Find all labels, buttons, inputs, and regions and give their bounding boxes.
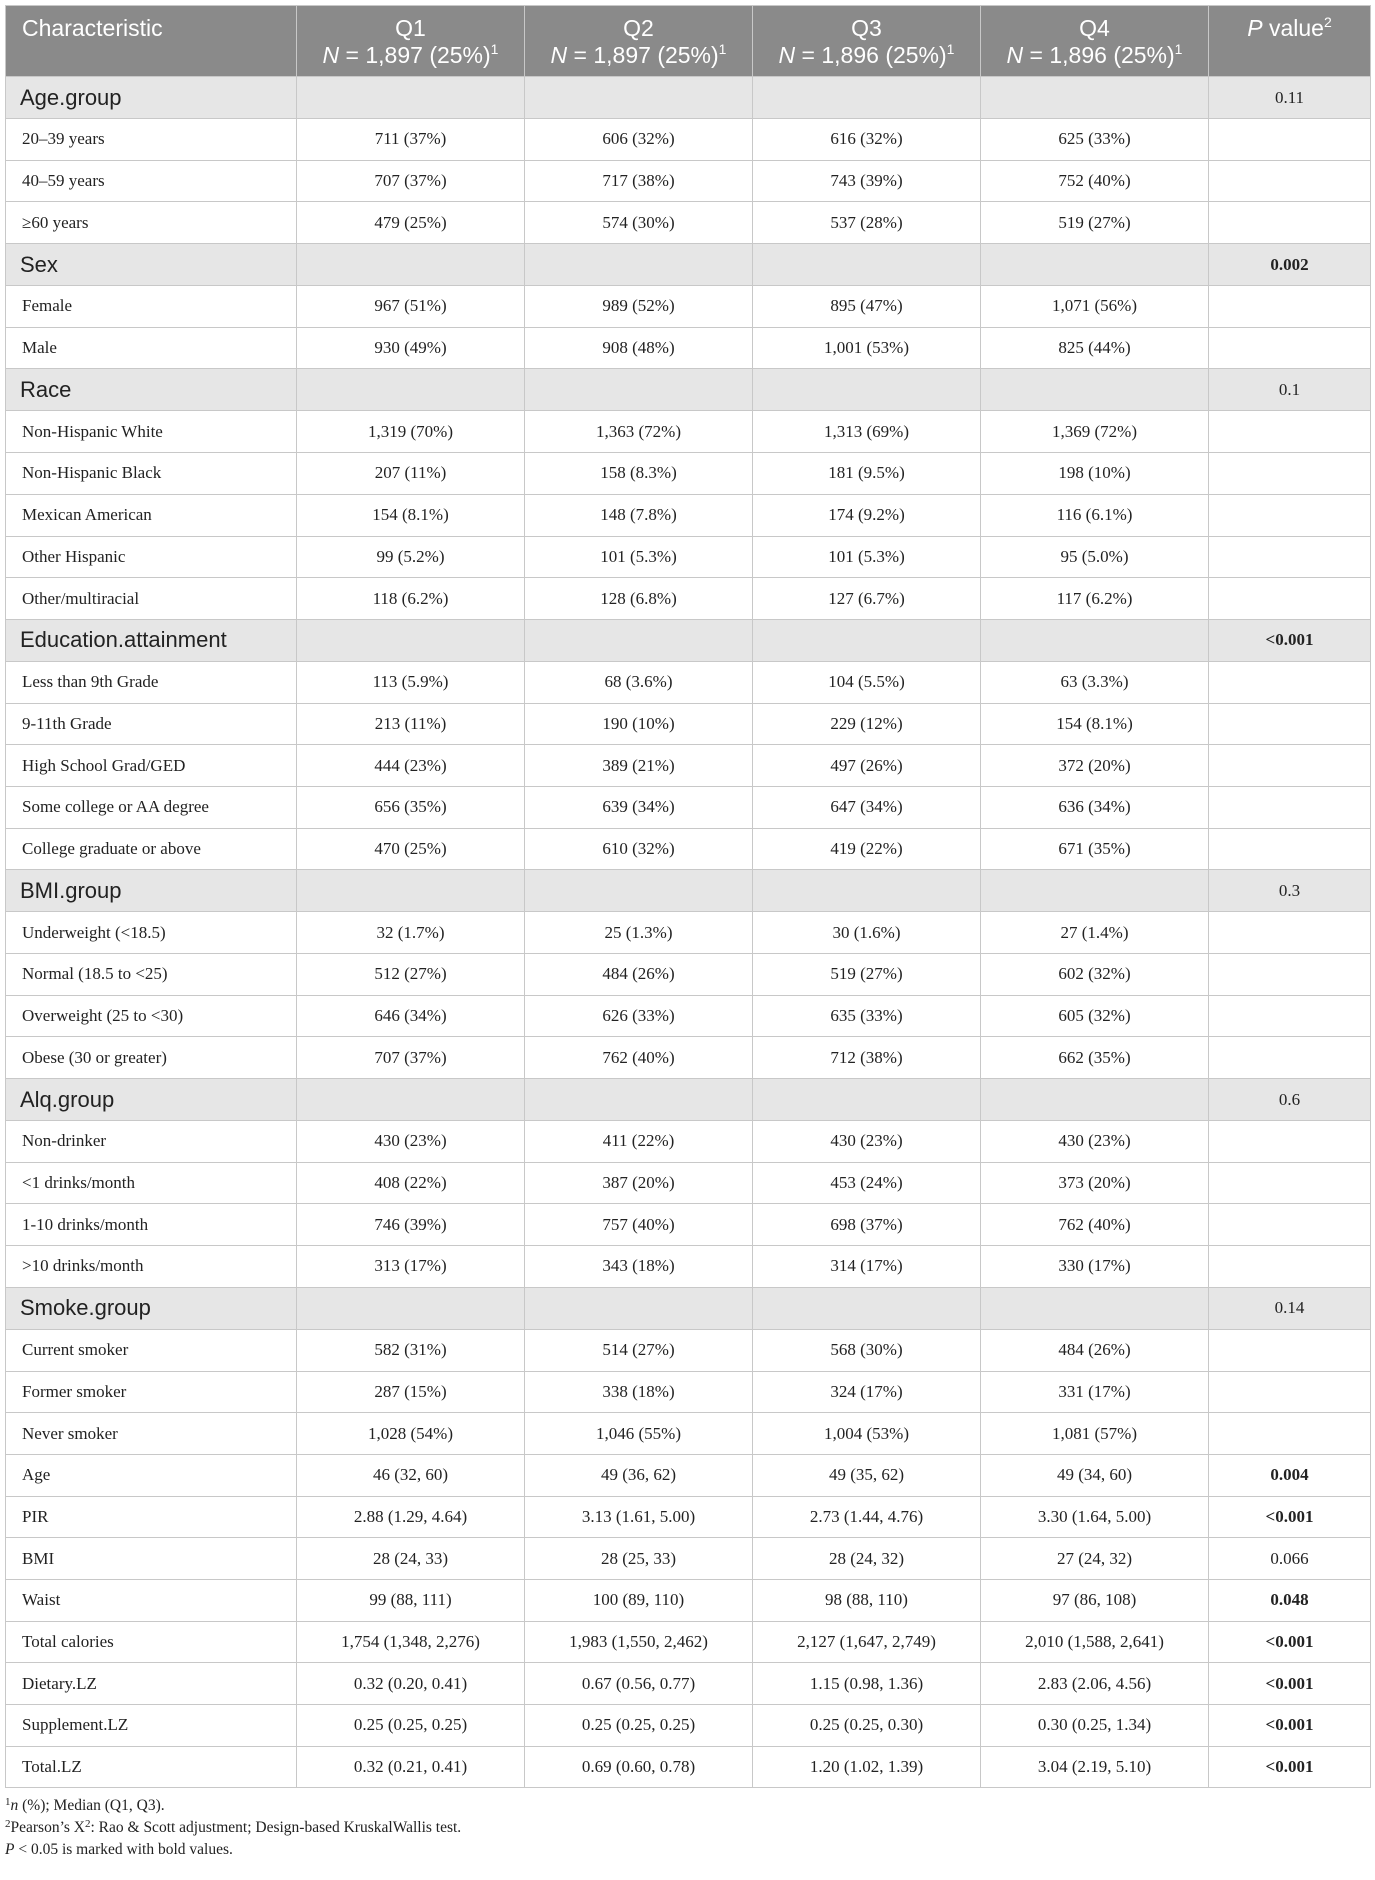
row-label: Obese (30 or greater) [6, 1037, 297, 1079]
table-row [6, 828, 1371, 870]
q4-cell: 116 (6.1%) [981, 494, 1209, 536]
q4-cell: 27 (24, 32) [981, 1538, 1209, 1580]
q3-cell: 635 (33%) [753, 995, 981, 1037]
p-value-cell [1209, 536, 1371, 578]
table-row [6, 494, 1371, 536]
row-label: College graduate or above [6, 828, 297, 870]
q1-cell: 430 (23%) [297, 1121, 525, 1163]
p-value-cell [1209, 1246, 1371, 1288]
header-q2: Q2 N = 1,897 $(25\%)^1$ [525, 6, 753, 77]
q1-cell: 0.32 (0.21, 0.41) [297, 1746, 525, 1788]
q2-cell: 338 (18%) [525, 1371, 753, 1413]
q2-cell: 0.25 (0.25, 0.25) [525, 1705, 753, 1747]
q1-cell: 1,754 (1,348, 2,276) [297, 1621, 525, 1663]
q4-cell: 27 (1.4%) [981, 912, 1209, 954]
row-label: Current smoker [6, 1329, 297, 1371]
q1-cell: 99 (5.2%) [297, 536, 525, 578]
row-label: Female [6, 286, 297, 328]
q1-cell: 2.88 (1.29, 4.64) [297, 1496, 525, 1538]
table-row [6, 661, 1371, 703]
row-label: Non-Hispanic White [6, 411, 297, 453]
q2-cell: 101 (5.3%) [525, 536, 753, 578]
header-q1: Q1 N = 1,897 $(25\%)^1$ [297, 6, 525, 77]
q3-cell: 568 (30%) [753, 1329, 981, 1371]
q3-cell: 101 (5.3%) [753, 536, 981, 578]
q4-cell: 1,071 (56%) [981, 286, 1209, 328]
table-row [6, 1454, 1371, 1496]
q3-cell: 1,313 (69%) [753, 411, 981, 453]
q4-cell: 484 (26%) [981, 1329, 1209, 1371]
q2-cell: 1,363 (72%) [525, 411, 753, 453]
row-label: Total.LZ [6, 1746, 297, 1788]
table-container [5, 5, 1370, 1861]
q1-cell: 46 (32, 60) [297, 1454, 525, 1496]
p-value-cell [1209, 1371, 1371, 1413]
p-value-cell [1209, 494, 1371, 536]
q1-cell: 28 (24, 33) [297, 1538, 525, 1580]
row-label: Former smoker [6, 1371, 297, 1413]
p-value-cell [1209, 995, 1371, 1037]
q2-cell: 626 (33%) [525, 995, 753, 1037]
row-label: Some college or AA degree [6, 786, 297, 828]
p-value-cell: <0.001 [1209, 1663, 1371, 1705]
q4-cell: 154 (8.1%) [981, 703, 1209, 745]
q2-cell: 100 (89, 110) [525, 1579, 753, 1621]
table-row [6, 995, 1371, 1037]
row-label: Dietary.LZ [6, 1663, 297, 1705]
row-label: Other/multiracial [6, 578, 297, 620]
q3-cell: 712 (38%) [753, 1037, 981, 1079]
p-value-cell [1209, 1413, 1371, 1455]
table-row [6, 786, 1371, 828]
q2-cell: 1,983 (1,550, 2,462) [525, 1621, 753, 1663]
q2-cell: 128 (6.8%) [525, 578, 753, 620]
q2-cell: 3.13 (1.61, 5.00) [525, 1496, 753, 1538]
q2-cell: 387 (20%) [525, 1162, 753, 1204]
p-value-cell [1209, 286, 1371, 328]
q3-cell: 174 (9.2%) [753, 494, 981, 536]
q4-cell: 2.83 (2.06, 4.56) [981, 1663, 1209, 1705]
characteristics-table [5, 5, 1371, 1788]
q3-cell: 698 (37%) [753, 1204, 981, 1246]
header-p-value: P value$^2$ [1209, 6, 1371, 77]
q4-cell: 330 (17%) [981, 1246, 1209, 1288]
q1-cell: 287 (15%) [297, 1371, 525, 1413]
table-row [6, 1579, 1371, 1621]
q3-cell: 1.20 (1.02, 1.39) [753, 1746, 981, 1788]
q4-cell: 1,081 (57%) [981, 1413, 1209, 1455]
q4-cell: 373 (20%) [981, 1162, 1209, 1204]
q4-cell: 636 (34%) [981, 786, 1209, 828]
q4-cell: 625 (33%) [981, 119, 1209, 161]
table-row [6, 1371, 1371, 1413]
q3-cell: 419 (22%) [753, 828, 981, 870]
q2-cell: 0.67 (0.56, 0.77) [525, 1663, 753, 1705]
q4-cell: 117 (6.2%) [981, 578, 1209, 620]
group-label: Education.attainment [6, 619, 297, 661]
p-value-cell [1209, 954, 1371, 996]
group-p-value: 0.002 [1209, 244, 1371, 286]
q2-cell: 639 (34%) [525, 786, 753, 828]
q4-cell: 662 (35%) [981, 1037, 1209, 1079]
table-row [6, 119, 1371, 161]
table-body [6, 77, 1371, 1788]
q1-cell: 711 (37%) [297, 119, 525, 161]
q1-cell: 118 (6.2%) [297, 578, 525, 620]
table-row [6, 1121, 1371, 1163]
p-value-cell: <0.001 [1209, 1496, 1371, 1538]
q4-cell: 671 (35%) [981, 828, 1209, 870]
p-value-cell [1209, 828, 1371, 870]
p-value-cell [1209, 578, 1371, 620]
q3-cell: 430 (23%) [753, 1121, 981, 1163]
table-row [6, 202, 1371, 244]
q2-cell: 28 (25, 33) [525, 1538, 753, 1580]
p-value-cell: 0.066 [1209, 1538, 1371, 1580]
q1-cell: 707 (37%) [297, 160, 525, 202]
q2-cell: 411 (22%) [525, 1121, 753, 1163]
q4-cell: 95 (5.0%) [981, 536, 1209, 578]
p-value-cell [1209, 119, 1371, 161]
q4-cell: 519 (27%) [981, 202, 1209, 244]
q3-cell: 895 (47%) [753, 286, 981, 328]
row-label: ≥60 years [6, 202, 297, 244]
row-label: Mexican American [6, 494, 297, 536]
q4-cell: 430 (23%) [981, 1121, 1209, 1163]
q2-cell: 610 (32%) [525, 828, 753, 870]
q3-cell: 453 (24%) [753, 1162, 981, 1204]
p-value-cell [1209, 453, 1371, 495]
q2-cell: 514 (27%) [525, 1329, 753, 1371]
group-label: Age.group [6, 77, 297, 119]
q3-cell: 104 (5.5%) [753, 661, 981, 703]
table-row [6, 536, 1371, 578]
table-row [6, 1621, 1371, 1663]
q3-cell: 127 (6.7%) [753, 578, 981, 620]
row-label: Overweight (25 to <30) [6, 995, 297, 1037]
table-row [6, 286, 1371, 328]
q3-cell: 229 (12%) [753, 703, 981, 745]
q2-cell: 717 (38%) [525, 160, 753, 202]
group-row-race [6, 369, 1371, 411]
row-label: 1-10 drinks/month [6, 1204, 297, 1246]
q4-cell: 762 (40%) [981, 1204, 1209, 1246]
q2-cell: 989 (52%) [525, 286, 753, 328]
p-value-cell [1209, 411, 1371, 453]
q2-cell: 158 (8.3%) [525, 453, 753, 495]
q3-cell: 30 (1.6%) [753, 912, 981, 954]
group-p-value: 0.14 [1209, 1287, 1371, 1329]
header-q3: Q3 N = 1,896 $(25\%)^1$ [753, 6, 981, 77]
group-p-value: 0.11 [1209, 77, 1371, 119]
q3-cell: 497 (26%) [753, 745, 981, 787]
table-row [6, 327, 1371, 369]
q3-cell: 1,001 (53%) [753, 327, 981, 369]
q1-cell: 646 (34%) [297, 995, 525, 1037]
group-label: Sex [6, 244, 297, 286]
q4-cell: 1,369 (72%) [981, 411, 1209, 453]
q1-cell: 470 (25%) [297, 828, 525, 870]
table-row [6, 1037, 1371, 1079]
p-value-cell [1209, 1204, 1371, 1246]
q4-cell: 2,010 (1,588, 2,641) [981, 1621, 1209, 1663]
p-value-cell: <0.001 [1209, 1705, 1371, 1747]
q4-cell: 3.30 (1.64, 5.00) [981, 1496, 1209, 1538]
q2-cell: 908 (48%) [525, 327, 753, 369]
footnote-3: P < 0.05 is marked with bold values. [5, 1841, 233, 1859]
q3-cell: 49 (35, 62) [753, 1454, 981, 1496]
row-label: <1 drinks/month [6, 1162, 297, 1204]
row-label: Never smoker [6, 1413, 297, 1455]
q4-cell: 605 (32%) [981, 995, 1209, 1037]
row-label: Less than 9th Grade [6, 661, 297, 703]
q3-cell: 647 (34%) [753, 786, 981, 828]
table-row [6, 1746, 1371, 1788]
q2-cell: 148 (7.8%) [525, 494, 753, 536]
q1-cell: 1,319 (70%) [297, 411, 525, 453]
p-value-cell [1209, 661, 1371, 703]
row-label: Other Hispanic [6, 536, 297, 578]
q1-cell: 746 (39%) [297, 1204, 525, 1246]
group-p-value: 0.1 [1209, 369, 1371, 411]
p-value-cell [1209, 327, 1371, 369]
q2-cell: 606 (32%) [525, 119, 753, 161]
q2-cell: 389 (21%) [525, 745, 753, 787]
p-value-cell [1209, 703, 1371, 745]
q3-cell: 519 (27%) [753, 954, 981, 996]
q2-cell: 68 (3.6%) [525, 661, 753, 703]
p-value-cell: 0.048 [1209, 1579, 1371, 1621]
q1-cell: 444 (23%) [297, 745, 525, 787]
q1-cell: 0.32 (0.20, 0.41) [297, 1663, 525, 1705]
q2-cell: 343 (18%) [525, 1246, 753, 1288]
q1-cell: 207 (11%) [297, 453, 525, 495]
group-row-bmi-group [6, 870, 1371, 912]
table-row [6, 1663, 1371, 1705]
group-label: Race [6, 369, 297, 411]
q4-cell: 49 (34, 60) [981, 1454, 1209, 1496]
p-value-cell [1209, 1121, 1371, 1163]
q4-cell: 63 (3.3%) [981, 661, 1209, 703]
q3-cell: 1.15 (0.98, 1.36) [753, 1663, 981, 1705]
table-row [6, 1204, 1371, 1246]
q3-cell: 743 (39%) [753, 160, 981, 202]
q1-cell: 1,028 (54%) [297, 1413, 525, 1455]
row-label: >10 drinks/month [6, 1246, 297, 1288]
table-row [6, 1329, 1371, 1371]
table-footnotes [5, 1795, 1370, 1861]
q4-cell: 97 (86, 108) [981, 1579, 1209, 1621]
q1-cell: 213 (11%) [297, 703, 525, 745]
q1-cell: 512 (27%) [297, 954, 525, 996]
q3-cell: 28 (24, 32) [753, 1538, 981, 1580]
table-row [6, 578, 1371, 620]
group-row-age-group [6, 77, 1371, 119]
table-row [6, 703, 1371, 745]
row-label: Normal (18.5 to <25) [6, 954, 297, 996]
table-row [6, 453, 1371, 495]
footnote-1: $^1$n (%); Median (Q1, Q3). [5, 1796, 165, 1815]
group-label: Alq.group [6, 1079, 297, 1121]
q3-cell: 314 (17%) [753, 1246, 981, 1288]
row-label: 20–39 years [6, 119, 297, 161]
p-value-cell: <0.001 [1209, 1621, 1371, 1663]
group-row-smoke-group [6, 1287, 1371, 1329]
q1-cell: 0.25 (0.25, 0.25) [297, 1705, 525, 1747]
header-characteristic: Characteristic [6, 6, 297, 77]
q3-cell: 2.73 (1.44, 4.76) [753, 1496, 981, 1538]
q2-cell: 190 (10%) [525, 703, 753, 745]
row-label: Supplement.LZ [6, 1705, 297, 1747]
q1-cell: 582 (31%) [297, 1329, 525, 1371]
row-label: BMI [6, 1538, 297, 1580]
row-label: Total calories [6, 1621, 297, 1663]
q3-cell: 616 (32%) [753, 119, 981, 161]
q4-cell: 3.04 (2.19, 5.10) [981, 1746, 1209, 1788]
row-label: Age [6, 1454, 297, 1496]
q4-cell: 198 (10%) [981, 453, 1209, 495]
row-label: Male [6, 327, 297, 369]
p-value-cell: <0.001 [1209, 1746, 1371, 1788]
q1-cell: 408 (22%) [297, 1162, 525, 1204]
q1-cell: 313 (17%) [297, 1246, 525, 1288]
q4-cell: 752 (40%) [981, 160, 1209, 202]
row-label: Underweight (<18.5) [6, 912, 297, 954]
table-row [6, 160, 1371, 202]
q1-cell: 113 (5.9%) [297, 661, 525, 703]
p-value-cell [1209, 1329, 1371, 1371]
q4-cell: 602 (32%) [981, 954, 1209, 996]
group-row-education [6, 619, 1371, 661]
q1-cell: 967 (51%) [297, 286, 525, 328]
q1-cell: 930 (49%) [297, 327, 525, 369]
table-row [6, 1246, 1371, 1288]
table-row [6, 1413, 1371, 1455]
q2-cell: 762 (40%) [525, 1037, 753, 1079]
group-p-value: 0.3 [1209, 870, 1371, 912]
q2-cell: 25 (1.3%) [525, 912, 753, 954]
row-label: Waist [6, 1579, 297, 1621]
row-label: PIR [6, 1496, 297, 1538]
table-row [6, 954, 1371, 996]
q1-cell: 32 (1.7%) [297, 912, 525, 954]
row-label: Non-Hispanic Black [6, 453, 297, 495]
q4-cell: 372 (20%) [981, 745, 1209, 787]
table-row [6, 745, 1371, 787]
p-value-cell [1209, 202, 1371, 244]
q2-cell: 484 (26%) [525, 954, 753, 996]
p-value-cell [1209, 912, 1371, 954]
group-row-sex [6, 244, 1371, 286]
q4-cell: 331 (17%) [981, 1371, 1209, 1413]
table-row [6, 1538, 1371, 1580]
group-p-value: 0.6 [1209, 1079, 1371, 1121]
table-row [6, 1705, 1371, 1747]
q3-cell: 181 (9.5%) [753, 453, 981, 495]
q2-cell: 757 (40%) [525, 1204, 753, 1246]
q3-cell: 324 (17%) [753, 1371, 981, 1413]
row-label: 9-11th Grade [6, 703, 297, 745]
row-label: High School Grad/GED [6, 745, 297, 787]
q4-cell: 825 (44%) [981, 327, 1209, 369]
q3-cell: 2,127 (1,647, 2,749) [753, 1621, 981, 1663]
q1-cell: 99 (88, 111) [297, 1579, 525, 1621]
q1-cell: 656 (35%) [297, 786, 525, 828]
p-value-cell [1209, 1162, 1371, 1204]
group-label: BMI.group [6, 870, 297, 912]
group-row-alq-group [6, 1079, 1371, 1121]
p-value-cell [1209, 160, 1371, 202]
group-p-value: <0.001 [1209, 619, 1371, 661]
table-row [6, 1496, 1371, 1538]
footnote-2: $^2$Pearson’s $X^2$: Rao & Scott adjustment; Design-based KruskalWallis test. [5, 1818, 462, 1837]
q4-cell: 0.30 (0.25, 1.34) [981, 1705, 1209, 1747]
p-value-cell [1209, 745, 1371, 787]
header-row [6, 6, 1371, 77]
q2-cell: 0.69 (0.60, 0.78) [525, 1746, 753, 1788]
q3-cell: 1,004 (53%) [753, 1413, 981, 1455]
q1-cell: 154 (8.1%) [297, 494, 525, 536]
q2-cell: 574 (30%) [525, 202, 753, 244]
q1-cell: 479 (25%) [297, 202, 525, 244]
table-row [6, 1162, 1371, 1204]
q3-cell: 98 (88, 110) [753, 1579, 981, 1621]
table-row [6, 411, 1371, 453]
group-label: Smoke.group [6, 1287, 297, 1329]
row-label: Non-drinker [6, 1121, 297, 1163]
header-q4: Q4 N = 1,896 $(25\%)^1$ [981, 6, 1209, 77]
p-value-cell: 0.004 [1209, 1454, 1371, 1496]
row-label: 40–59 years [6, 160, 297, 202]
p-value-cell [1209, 1037, 1371, 1079]
q2-cell: 1,046 (55%) [525, 1413, 753, 1455]
q3-cell: 537 (28%) [753, 202, 981, 244]
table-row [6, 912, 1371, 954]
q1-cell: 707 (37%) [297, 1037, 525, 1079]
q2-cell: 49 (36, 62) [525, 1454, 753, 1496]
q3-cell: 0.25 (0.25, 0.30) [753, 1705, 981, 1747]
p-value-cell [1209, 786, 1371, 828]
